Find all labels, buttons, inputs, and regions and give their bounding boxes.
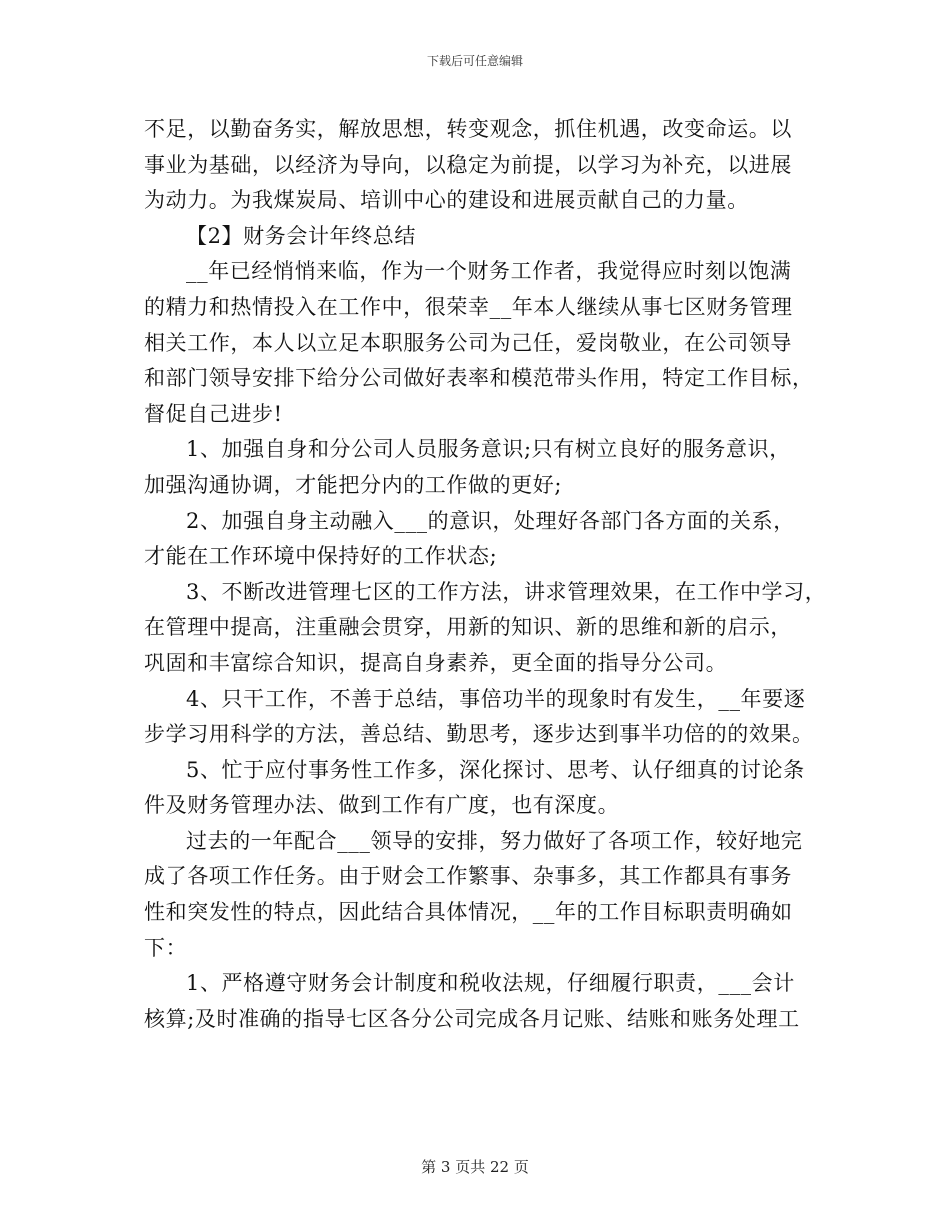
page-header: 下载后可任意编辑 [426, 54, 523, 68]
text-line: __年已经悄悄来临，作为一个财务工作者，我觉得应时刻以饱满 [186, 259, 792, 284]
text-line: 1、严格遵守财务会计制度和税收法规，仔细履行职责，___会计 [186, 971, 795, 996]
text-line: 件及财务管理办法、做到工作有广度，也有深度。 [144, 793, 620, 818]
text-line: 督促自己进步! [144, 401, 283, 426]
text-line: 事业为基础，以经济为导向，以稳定为前提，以学习为补充，以进展 [144, 152, 792, 177]
page-number-footer: 第 3 页共 22 页 [421, 1158, 529, 1176]
text-line: 才能在工作环境中保持好的工作状态; [144, 544, 498, 569]
text-line: 下： [144, 935, 188, 960]
text-line: 5、忙于应付事务性工作多，深化探讨、思考、认仔细真的讨论条 [186, 757, 805, 782]
text-line: 巩固和丰富综合知识，提高自身素养，更全面的指导分公司。 [144, 650, 728, 675]
text-line: 成了各项工作任务。由于财会工作繁事、杂事多，其工作都具有事务 [144, 864, 792, 889]
text-line: 不足，以勤奋务实，解放思想，转变观念，抓住机遇，改变命运。以 [144, 117, 792, 141]
text-line: 相关工作，本人以立足本职服务公司为己任，爱岗敬业，在公司领导 [144, 330, 792, 355]
text-line: 和部门领导安排下给分公司做好表率和模范带头作用，特定工作目标， [144, 366, 814, 391]
text-line: 4、只干工作，不善于总结，事倍功半的现象时有发生，__年要逐 [186, 686, 806, 711]
text-line: 1、加强自身和分公司人员服务意识;只有树立良好的服务意识， [186, 437, 791, 462]
text-line: 加强沟通协调，才能把分内的工作做的更好; [144, 472, 563, 497]
text-line: 核算;及时准确的指导七区各分公司完成各月记账、结账和账务处理工 [144, 1006, 800, 1031]
text-line: 3、不断改进管理七区的工作方法，讲求管理效果，在工作中学习， [186, 579, 827, 604]
text-line: 为动力。为我煤炭局、培训中心的建设和进展贡献自己的力量。 [144, 188, 749, 213]
text-line: 在管理中提高，注重融会贯穿，用新的知识、新的思维和新的启示， [144, 615, 792, 640]
text-line: 步学习用科学的方法，善总结、勤思考，逐步达到事半功倍的的效果。 [144, 722, 814, 747]
text-line: 性和突发性的特点，因此结合具体情况，__年的工作目标职责明确如 [144, 900, 793, 925]
text-line: 过去的一年配合___领导的安排，努力做好了各项工作，较好地完 [186, 828, 803, 853]
document-body [144, 112, 827, 1037]
section-heading: 【2】财务会计年终总结 [186, 223, 416, 248]
text-line: 2、加强自身主动融入___的意识，处理好各部门各方面的关系， [186, 508, 795, 533]
text-line: 的精力和热情投入在工作中，很荣幸__年本人继续从事七区财务管理 [144, 294, 793, 319]
